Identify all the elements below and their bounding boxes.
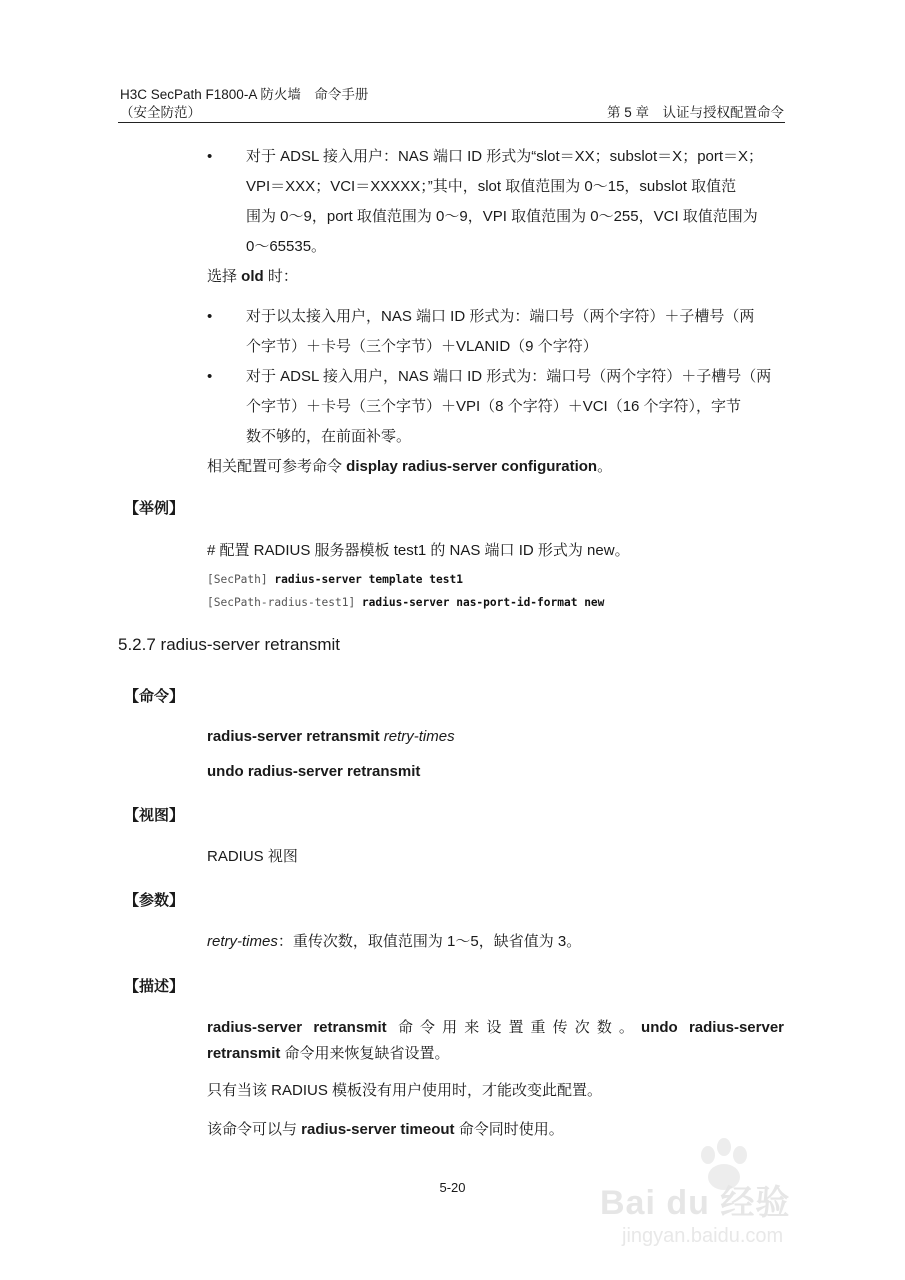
example-comment: # 配置 RADIUS 服务器模板 test1 的 NAS 端口 ID 形式为 new。 xyxy=(207,542,630,559)
text-line: 对于 ADSL 接入用户：NAS 端口 ID 形式为“slot＝XX；subslot＝X；port＝X； xyxy=(246,148,764,165)
view-heading: 【视图】 xyxy=(124,807,185,824)
text-line: 0～65535。 xyxy=(246,238,327,255)
desc-paragraph: 该命令可以与 radius-server timeout 命令同时使用。 xyxy=(207,1121,564,1138)
header-chapter: 第 5 章 认证与授权配置命令 xyxy=(606,105,784,120)
text-line: 对于以太接入用户，NAS 端口 ID 形式为：端口号（两个字符）＋子槽号（两 xyxy=(246,308,755,325)
header-divider xyxy=(118,122,785,123)
header-title: H3C SecPath F1800-A 防火墙 命令手册 xyxy=(120,87,369,102)
page-number: 5-20 xyxy=(439,1180,466,1195)
watermark-url: jingyan.baidu.com xyxy=(622,1225,784,1247)
command-syntax: radius-server retransmit retry-times xyxy=(207,728,455,745)
text-line: 个字节）＋卡号（三个字节）＋VPI（8 个字符）＋VCI（16 个字符），字节 xyxy=(246,398,742,415)
section-title: 5.2.7 radius-server retransmit xyxy=(118,635,341,654)
bullet-icon: • xyxy=(207,308,213,325)
command-undo-syntax: undo radius-server retransmit xyxy=(207,763,421,780)
header-subtitle: （安全防范） xyxy=(120,105,201,120)
related-commands: 相关配置可参考命令 display radius-server configuration。 xyxy=(207,458,613,475)
old-intro: 选择 old 时： xyxy=(207,268,298,285)
desc-line: radius-server retransmit 命令用来设置重传次数。undo radius-server xyxy=(207,1019,785,1036)
text-line: 对于 ADSL 接入用户，NAS 端口 ID 形式为：端口号（两个字符）＋子槽号（两 xyxy=(246,368,772,385)
code-line: [SecPath] radius-server template test1 xyxy=(207,573,463,586)
bullet-icon: • xyxy=(207,148,213,165)
code-line: [SecPath-radius-test1] radius-server nas-port-id-format new xyxy=(207,596,605,609)
text-line: 个字节）＋卡号（三个字节）＋VLANID（9 个字符） xyxy=(246,338,598,355)
desc-paragraph: 只有当该 RADIUS 模板没有用户使用时，才能改变此配置。 xyxy=(207,1082,603,1099)
bullet-icon: • xyxy=(207,368,213,385)
params-heading: 【参数】 xyxy=(124,892,185,909)
view-text: RADIUS 视图 xyxy=(207,848,298,865)
watermark-logo: Bai du 经验 xyxy=(600,1184,791,1222)
text-line: 围为 0～9，port 取值范围为 0～9，VPI 取值范围为 0～255，VCI 取值范围为 xyxy=(246,208,758,225)
example-heading: 【举例】 xyxy=(124,500,185,517)
desc-line: retransmit 命令用来恢复缺省设置。 xyxy=(207,1045,450,1062)
text-line: 数不够的，在前面补零。 xyxy=(246,428,412,445)
watermark xyxy=(600,1135,850,1265)
params-text: retry-times：重传次数，取值范围为 1～5，缺省值为 3。 xyxy=(207,933,582,950)
command-heading: 【命令】 xyxy=(124,688,185,705)
text-line: VPI＝XXX；VCI＝XXXXX；”其中，slot 取值范围为 0～15，subslot 取值范 xyxy=(246,178,737,195)
desc-heading: 【描述】 xyxy=(124,978,185,995)
